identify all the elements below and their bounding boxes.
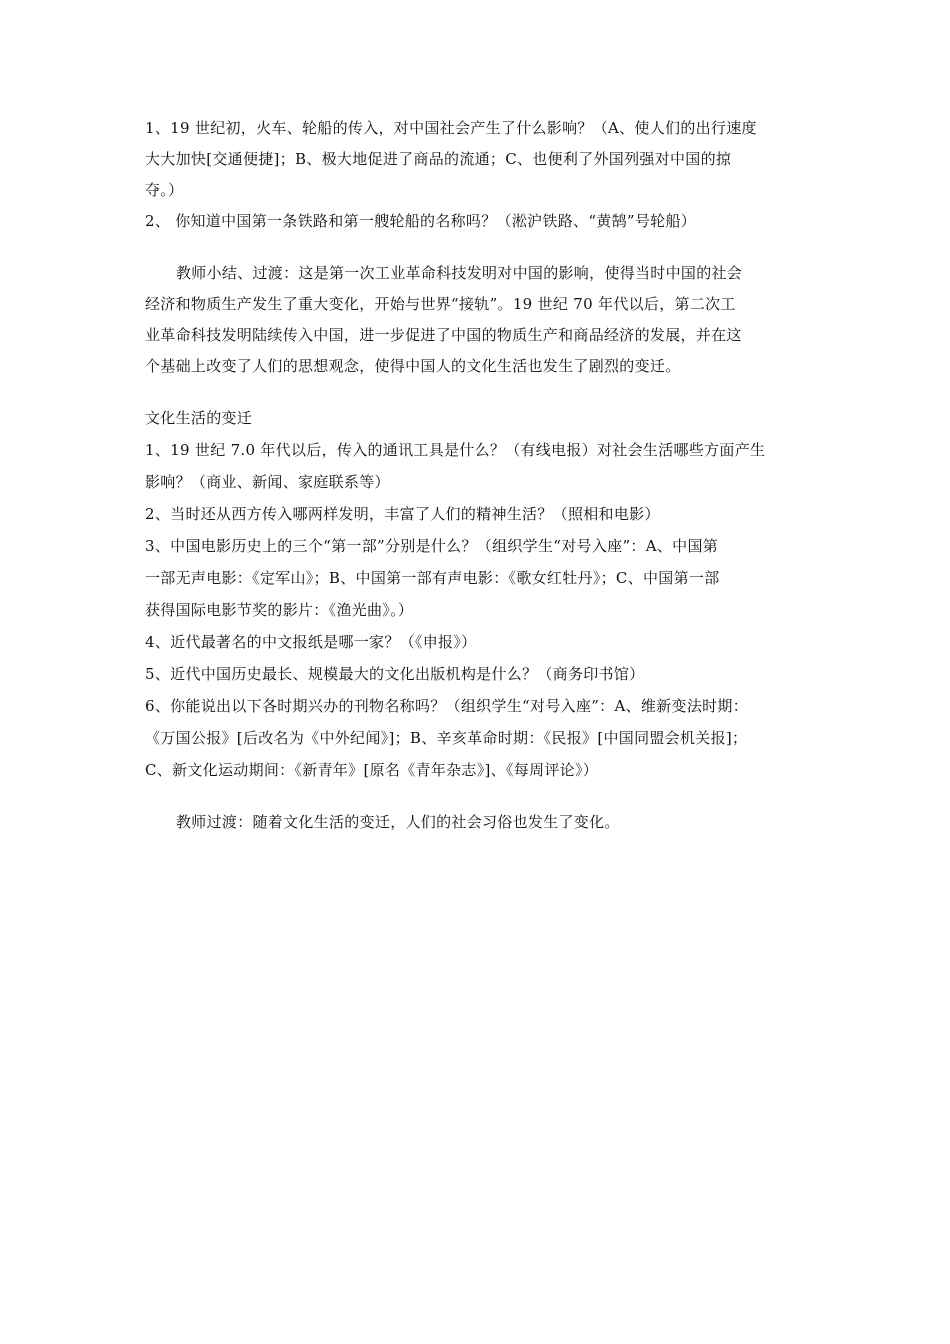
question-line: 一部无声电影：《定军山》；B、中国第一部有声电影：《歌女红牡丹》；C、中国第一部 <box>145 569 720 587</box>
question-line: 夺。） <box>145 181 184 199</box>
question-line: 《万国公报》[后改名为《中外纪闻》]；B、辛亥革命时期：《民报》[中国同盟会机关报]； <box>145 729 748 747</box>
question-line: 1、19 世纪 7.0 年代以后，传入的通讯工具是什么？（有线电报）对社会生活哪些方面产生 <box>145 441 766 459</box>
question-line: 获得国际电影节奖的影片：《渔光曲》。） <box>145 601 414 619</box>
question-line: 大大加快[交通便捷]；B、极大地促进了商品的流通；C、也便利了外国列强对中国的掠 <box>145 150 732 168</box>
question-line: C、新文化运动期间：《新青年》[原名《青年杂志》]、《每周评论》） <box>145 761 599 779</box>
summary-paragraph-line: 经济和物质生产发生了重大变化，开始与世界“接轨”。19 世纪 70 年代以后，第二次工 <box>145 295 736 313</box>
question-line: 4、近代最著名的中文报纸是哪一家？（《申报》） <box>145 633 477 651</box>
transition-paragraph: 教师过渡：随着文化生活的变迁，人们的社会习俗也发生了变化。 <box>176 813 620 831</box>
question-line: 5、近代中国历史最长、规模最大的文化出版机构是什么？（商务印书馆） <box>145 665 645 683</box>
summary-paragraph-line: 教师小结、过渡：这是第一次工业革命科技发明对中国的影响，使得当时中国的社会 <box>176 264 743 282</box>
question-line: 2、当时还从西方传入哪两样发明，丰富了人们的精神生活？（照相和电影） <box>145 505 660 523</box>
question-line: 1、19 世纪初，火车、轮船的传入，对中国社会产生了什么影响？（A、使人们的出行速度 <box>145 119 757 137</box>
question-line: 3、中国电影历史上的三个“第一部”分别是什么？（组织学生“对号入座”：A、中国第 <box>145 537 719 555</box>
summary-paragraph-line: 个基础上改变了人们的思想观念，使得中国人的文化生活也发生了剧烈的变迁。 <box>145 357 681 375</box>
question-line: 影响？（商业、新闻、家庭联系等） <box>145 473 390 491</box>
summary-paragraph-line: 业革命科技发明陆续传入中国，进一步促进了中国的物质生产和商品经济的发展，并在这 <box>145 326 742 344</box>
section-title: 文化生活的变迁 <box>145 409 253 427</box>
question-line: 6、你能说出以下各时期兴办的刊物名称吗？（组织学生“对号入座”：A、维新变法时期： <box>145 697 749 715</box>
question-line: 2、 你知道中国第一条铁路和第一艘轮船的名称吗？（淞沪铁路、“黄鹄”号轮船） <box>145 212 697 230</box>
